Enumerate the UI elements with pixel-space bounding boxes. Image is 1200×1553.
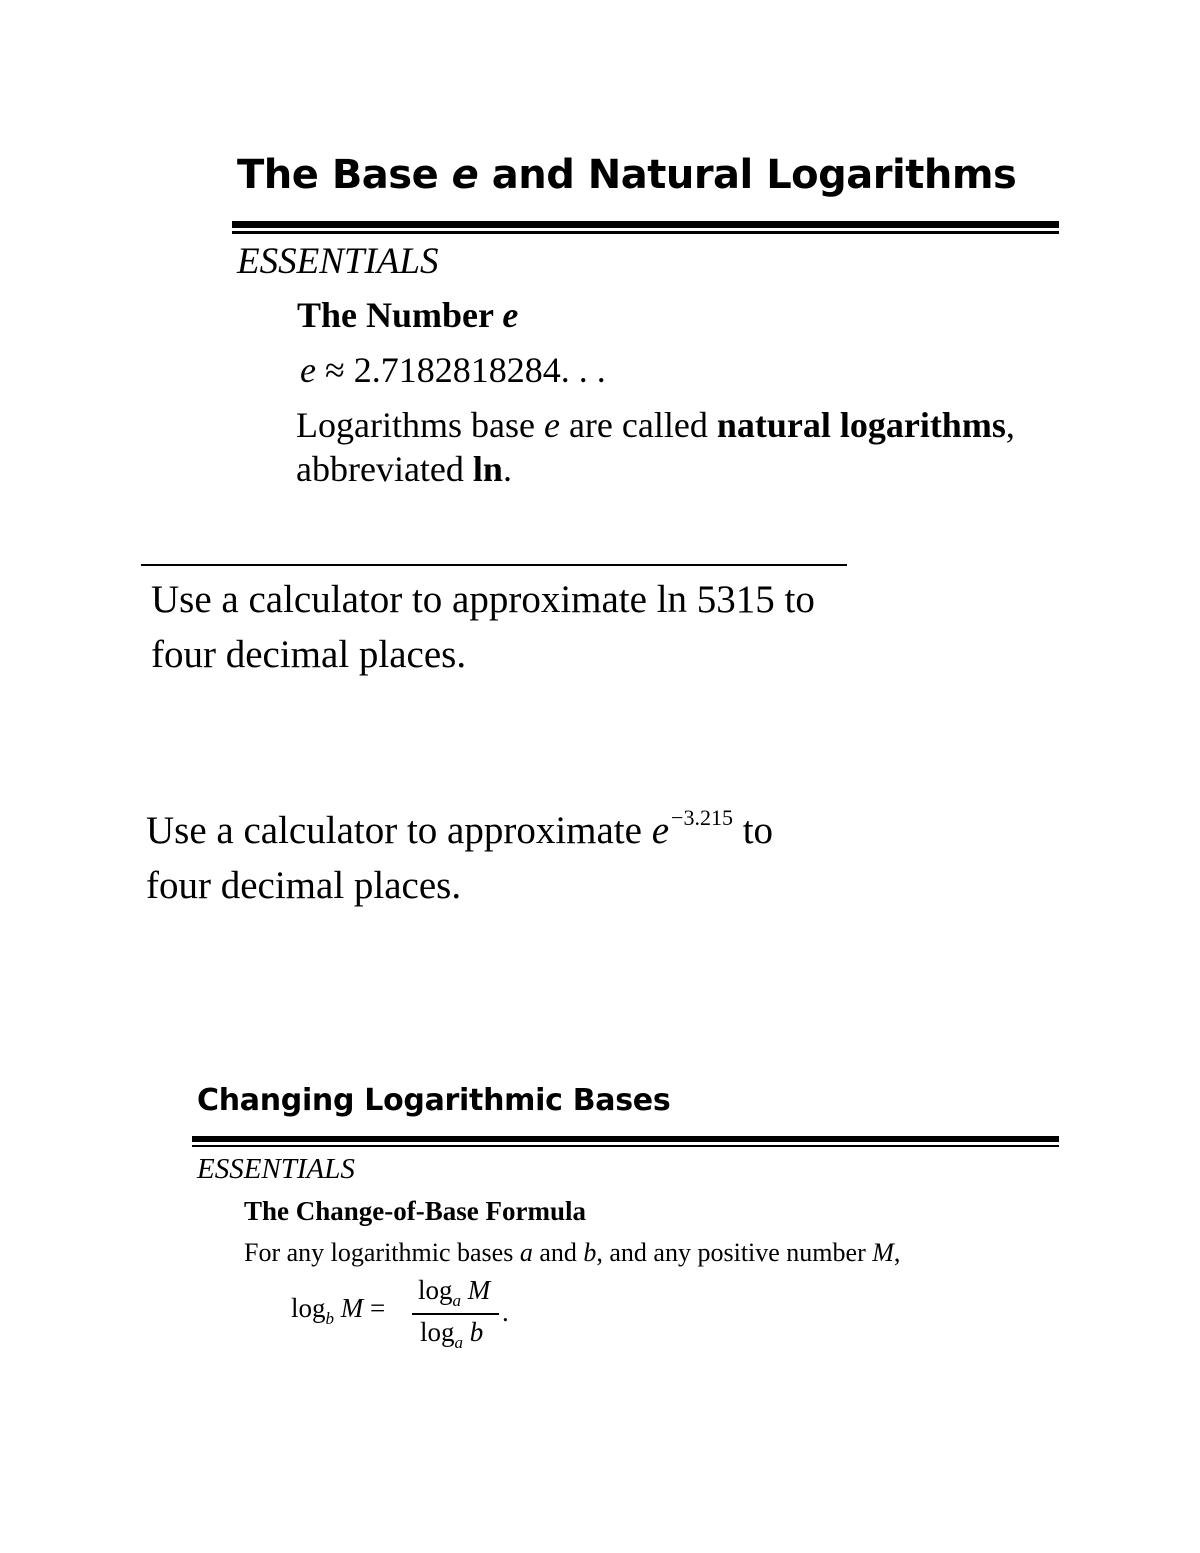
definition-punctuation: , [1005, 405, 1015, 445]
variable-b: b [583, 1238, 597, 1267]
problem-text: to [732, 809, 774, 852]
problem-2-line-2: four decimal places. [146, 864, 462, 907]
title-rule-thick [192, 1136, 1059, 1142]
exponent-value: −3.215 [671, 805, 733, 830]
subheading-text: The Number [297, 295, 503, 335]
formula-intro [244, 1238, 900, 1268]
title-variable: e [451, 152, 479, 198]
definition-line-1 [296, 404, 1015, 446]
fraction-denominator [420, 1317, 484, 1352]
log-argument: M [467, 1275, 491, 1305]
log-base: b [325, 1309, 335, 1328]
log-argument: b [469, 1317, 484, 1347]
definition-text: Logarithms base [296, 405, 544, 445]
e-value: ≈ 2.7182818284. . . [315, 350, 606, 390]
title-rule-thin [232, 231, 1059, 234]
variable-a: a [519, 1238, 533, 1267]
problem-separator [141, 564, 847, 566]
definition-text: are called [559, 405, 717, 445]
equals-sign: = [363, 1293, 386, 1323]
log-text: log [418, 1275, 453, 1305]
essentials-label: ESSENTIALS [237, 241, 439, 282]
e-approximation [300, 349, 606, 391]
log-text: log [420, 1317, 455, 1347]
definition-abbreviation: ln [472, 449, 503, 489]
e-symbol: e [300, 350, 316, 390]
intro-text: and [532, 1238, 584, 1267]
definition-text: abbreviated [296, 449, 473, 489]
exponent-base: e [651, 809, 670, 852]
fraction-numerator [418, 1275, 491, 1310]
title-text: The Base [237, 152, 452, 198]
title-rule-thick [232, 221, 1059, 228]
intro-text: , and any positive number [596, 1238, 873, 1267]
log-argument: M [340, 1293, 364, 1323]
problem-2-line-1 [146, 805, 774, 853]
subheading-variable: e [502, 295, 519, 335]
formula-left-side [291, 1293, 386, 1328]
variable-m: M [872, 1238, 894, 1267]
intro-punctuation: , [893, 1238, 901, 1267]
fraction-bar [412, 1313, 499, 1315]
log-base: a [452, 1291, 462, 1310]
subheading-number-e [297, 294, 518, 336]
log-base: a [454, 1333, 464, 1352]
definition-variable: e [543, 405, 560, 445]
log-text: log [291, 1293, 326, 1323]
title-rule-thin [192, 1145, 1059, 1147]
section-title-natural-logarithms [237, 152, 1016, 198]
title-text: and Natural Logarithms [478, 152, 1017, 198]
formula-period: . [502, 1297, 509, 1327]
definition-punctuation: . [502, 449, 512, 489]
subheading-change-of-base: The Change-of-Base Formula [244, 1196, 586, 1226]
definition-term: natural logarithms [716, 405, 1006, 445]
problem-1-line-2: four decimal places. [151, 633, 467, 676]
problem-text: Use a calculator to approximate [146, 809, 652, 852]
definition-line-2 [296, 448, 512, 490]
section-title-changing-bases: Changing Logarithmic Bases [197, 1083, 671, 1118]
essentials-label: ESSENTIALS [197, 1153, 355, 1185]
intro-text: For any logarithmic bases [244, 1238, 520, 1267]
problem-1-line-1: Use a calculator to approximate ln 5315 to [151, 578, 815, 621]
